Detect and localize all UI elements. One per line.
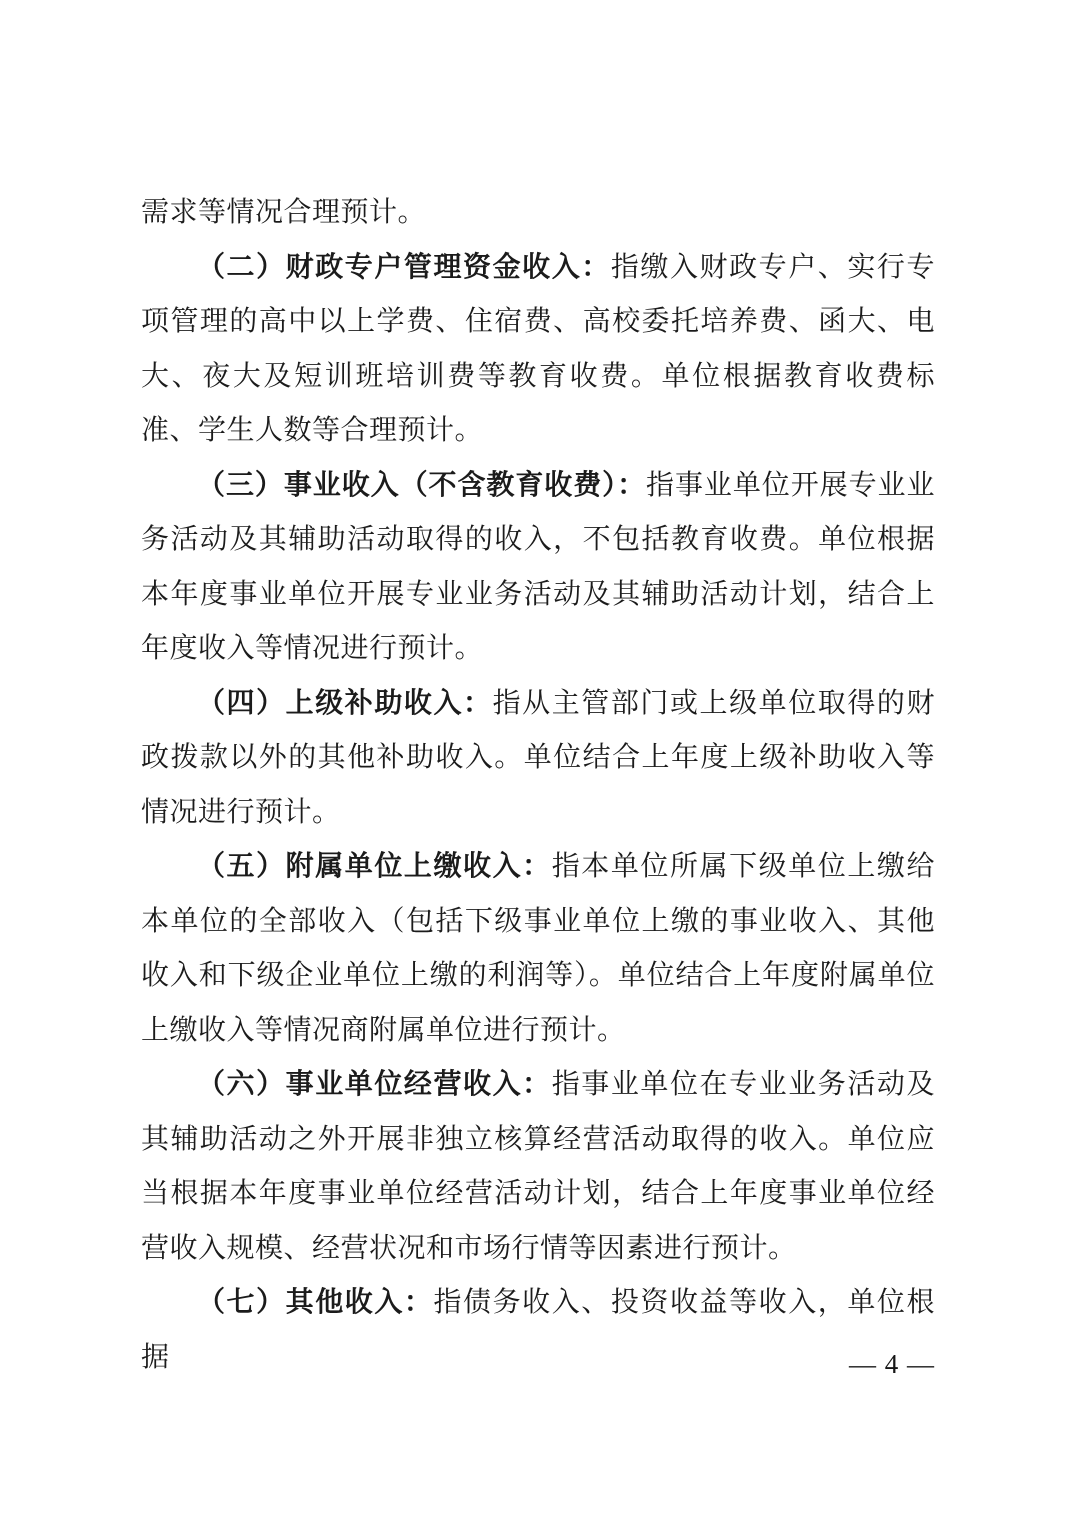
paragraph-text: 指债务收入、投资收益等收入，单位根据 [141, 1287, 935, 1373]
paragraph [141, 1276, 935, 1385]
paragraph-text: 指缴入财政专户、实行专项管理的高中以上学费、住宿费、高校委托培养费、函大、电大、夜大及短训班培训费等教育收费。单位根据教育收费标准、学生人数等合理预计。 [141, 251, 935, 446]
paragraph-heading: （七）其他收入： [197, 1287, 434, 1318]
paragraph-heading: （三）事业收入（不含教育收费）： [197, 469, 647, 501]
paragraph-text: 指事业单位开展专业业务活动及其辅助活动取得的收入，不包括教育收费。单位根据本年度事业单位开展专业业务活动及其辅助活动计划，结合上年度收入等情况进行预计。 [141, 469, 935, 664]
paragraph [141, 840, 935, 1058]
page-number: — 4 — [849, 1349, 935, 1379]
paragraph [141, 186, 935, 241]
paragraph-heading: （五）附属单位上缴收入： [197, 851, 552, 882]
paragraph-text: 指从主管部门或上级单位取得的财政拨款以外的其他补助收入。单位结合上年度上级补助收入等情况进行预计。 [141, 687, 935, 828]
paragraph [141, 241, 935, 459]
paragraph-text: 指本单位所属下级单位上缴给本单位的全部收入（包括下级事业单位上缴的事业收入、其他收入和下级企业单位上缴的利润等）。单位结合上年度附属单位上缴收入等情况商附属单位进行预计。 [141, 851, 935, 1046]
paragraph [141, 459, 935, 677]
paragraph-text: 需求等情况合理预计。 [141, 197, 427, 228]
paragraph [141, 677, 935, 841]
paragraph-text: 指事业单位在专业业务活动及其辅助活动之外开展非独立核算经营活动取得的收入。单位应当根据本年度事业单位经营活动计划，结合上年度事业单位经营收入规模、经营状况和市场行情等因素进行预计。 [141, 1069, 935, 1264]
document-body [141, 186, 935, 1385]
paragraph-heading: （四）上级补助收入： [197, 687, 493, 719]
paragraph-heading: （六）事业单位经营收入： [197, 1069, 552, 1100]
paragraph [141, 1058, 935, 1276]
paragraph-heading: （二）财政专户管理资金收入： [197, 251, 611, 283]
